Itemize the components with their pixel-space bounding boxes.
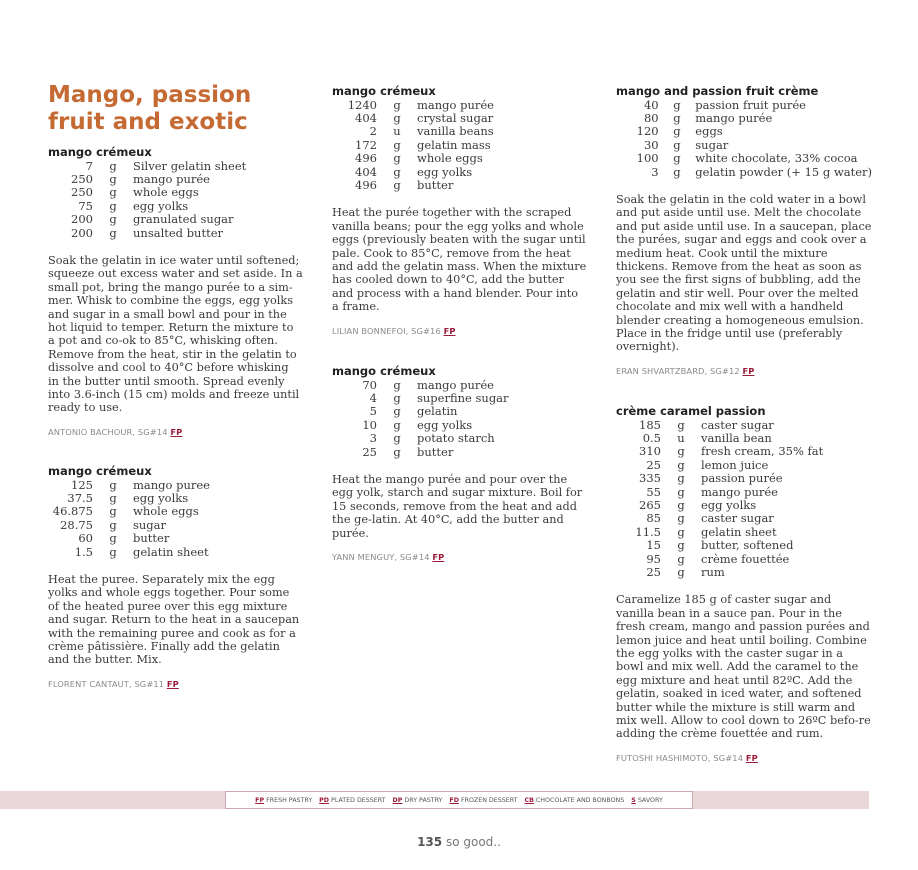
ingredient-name: gelatin mass — [417, 137, 491, 152]
ingredient-name: mango puree — [133, 477, 210, 492]
ingredient-quantity: 250 — [71, 185, 93, 200]
ingredient-unit: g — [393, 164, 401, 179]
ingredient-unit: g — [677, 511, 685, 526]
category-legend — [225, 791, 693, 809]
ingredient-unit: u — [393, 124, 401, 139]
ingredient-table — [616, 419, 823, 580]
ingredient-name: caster sugar — [701, 417, 774, 432]
ingredient-name: egg yolks — [133, 198, 189, 213]
ingredient-name: sugar — [695, 137, 729, 152]
ingredient-table — [48, 160, 246, 240]
ingredient-quantity: 335 — [639, 471, 661, 486]
legend-label: DRY PASTRY — [404, 796, 443, 804]
ingredient-name: mango purée — [695, 110, 773, 125]
ingredient-unit: g — [109, 517, 117, 532]
ingredient-row — [48, 186, 246, 199]
ingredient-row — [332, 112, 494, 125]
ingredient-name: lemon juice — [701, 457, 769, 472]
ingredient-table — [616, 99, 872, 179]
ingredient-name: white chocolate, 33% cocoa — [695, 151, 858, 166]
ingredient-row — [616, 553, 823, 566]
ingredient-quantity: 185 — [639, 417, 661, 432]
ingredient-unit: g — [109, 544, 117, 559]
ingredient-row — [48, 546, 210, 559]
ingredient-row — [48, 200, 246, 213]
page-number: 135 — [417, 835, 443, 849]
ingredient-unit: g — [673, 137, 681, 152]
ingredient-quantity: 25 — [362, 444, 377, 459]
ingredient-name: mango purée — [417, 377, 494, 392]
ingredient-unit: g — [393, 137, 401, 152]
recipe-credit — [616, 366, 872, 376]
ingredient-name: Silver gelatin sheet — [133, 158, 247, 173]
ingredient-unit: g — [677, 564, 685, 579]
ingredient-unit: g — [677, 417, 685, 432]
ingredient-row — [48, 519, 210, 532]
ingredient-table — [332, 379, 509, 459]
ingredient-row — [616, 112, 872, 125]
recipe — [48, 146, 303, 437]
ingredient-unit: g — [393, 390, 401, 405]
ingredient-unit: g — [109, 225, 117, 240]
ingredient-unit: g — [393, 377, 401, 392]
recipe — [48, 465, 303, 689]
ingredient-unit: g — [109, 531, 117, 546]
recipe-credit — [332, 552, 587, 562]
ingredient-name: crystal sugar — [417, 110, 494, 125]
ingredient-name: butter — [417, 444, 454, 459]
recipe-credit — [332, 326, 587, 336]
chef-credit: YANN MENGUY, SG#14 — [332, 551, 430, 562]
ingredient-quantity: 60 — [78, 531, 93, 546]
ingredient-row — [616, 445, 823, 458]
ingredient-row — [48, 213, 246, 226]
ingredient-unit: g — [393, 444, 401, 459]
ingredient-table — [332, 99, 494, 193]
recipe-method: Caramelize 185 g of caster sugar and vanilla bean in a sauce pan. Pour in the fresh cream, mango and passion purées and lemon juice and heat until boiling. Combine the egg yolks with the caster sugar in a bowl and mix well. Add the caramel to the egg mixture and heat until 82ºC. Add the gelatin, soaked in iced water, and softened butter while the mixture is still warm and mix well. Allow to cool down to 26ºC befo-re adding the crème fouettée and rum. — [616, 593, 871, 741]
category-tag: FP — [443, 325, 456, 336]
ingredient-name: superfine sugar — [417, 390, 509, 405]
legend-label: FRESH PASTRY — [266, 796, 313, 804]
ingredient-unit: g — [677, 444, 685, 459]
ingredient-quantity: 172 — [355, 137, 377, 152]
ingredient-name: butter, softened — [701, 538, 794, 553]
ingredient-table — [48, 479, 210, 559]
page-title: Mango, passion fruit and exotic — [48, 82, 252, 135]
ingredient-unit: g — [673, 151, 681, 166]
ingredient-row — [616, 526, 823, 539]
ingredient-unit: g — [393, 417, 401, 432]
ingredient-row — [616, 152, 872, 165]
ingredient-quantity: 1.5 — [74, 544, 93, 559]
ingredient-row — [616, 432, 823, 445]
ingredient-quantity: 200 — [71, 212, 93, 227]
ingredient-name: butter — [133, 531, 170, 546]
ingredient-unit: g — [109, 477, 117, 492]
ingredient-name: potato starch — [417, 431, 495, 446]
ingredient-quantity: 30 — [643, 137, 659, 152]
ingredient-quantity: 40 — [643, 97, 659, 112]
ingredient-unit: g — [677, 551, 685, 566]
ingredient-row — [332, 432, 509, 445]
ingredient-row — [616, 125, 872, 138]
ingredient-name: passion purée — [701, 471, 783, 486]
ingredient-unit: g — [677, 524, 685, 539]
legend-item — [393, 797, 443, 804]
ingredient-name: whole eggs — [417, 151, 483, 166]
ingredient-name: gelatin — [417, 404, 458, 419]
ingredient-quantity: 46.875 — [52, 504, 93, 519]
ingredient-row — [332, 139, 494, 152]
ingredient-row — [616, 166, 872, 179]
ingredient-row — [616, 419, 823, 432]
ingredient-quantity: 10 — [362, 417, 377, 432]
recipe — [616, 405, 872, 763]
ingredient-quantity: 25 — [646, 564, 661, 579]
legend-abbr: FD — [449, 796, 459, 804]
recipe-name: mango crémeux — [332, 84, 436, 98]
ingredient-unit: g — [673, 97, 681, 112]
ingredient-unit: g — [673, 164, 681, 179]
ingredient-name: crème fouettée — [701, 551, 790, 566]
category-tag: FP — [742, 365, 755, 376]
ingredient-name: passion fruit purée — [695, 97, 806, 112]
ingredient-name: unsalted butter — [133, 225, 224, 240]
ingredient-name: whole eggs — [133, 504, 199, 519]
ingredient-quantity: 200 — [71, 225, 93, 240]
ingredient-name: whole eggs — [133, 185, 199, 200]
ingredient-unit: g — [393, 404, 401, 419]
ingredient-row — [332, 379, 509, 392]
chef-credit: ANTONIO BACHOUR, SG#14 — [48, 426, 168, 437]
ingredient-row — [332, 179, 494, 192]
ingredient-row — [48, 492, 210, 505]
legend-item — [449, 797, 517, 804]
ingredient-quantity: 11.5 — [635, 524, 661, 539]
ingredient-row — [48, 173, 246, 186]
ingredient-quantity: 100 — [636, 151, 659, 166]
ingredient-row — [332, 166, 494, 179]
ingredient-unit: g — [109, 171, 117, 186]
ingredient-quantity: 1240 — [347, 97, 377, 112]
ingredient-name: butter — [417, 177, 454, 192]
ingredient-row — [332, 152, 494, 165]
ingredient-unit: g — [109, 198, 117, 213]
ingredient-quantity: 250 — [71, 171, 93, 186]
legend-abbr: CB — [524, 796, 534, 804]
recipe-method: Soak the gelatin in the cold water in a bowl and put aside until use. Melt the chocolate and put aside until use. In a saucepan, place the purées, sugar and eggs and cook over a medium heat. Cook until the mixture thickens. Remove from the heat as soon as you see the first signs of bubbling, add the gelatin and stir well. Pour over the melted chocolate and mix well with a handheld blender creating a homogeneous emulsion. Place in the fridge until use (preferably overnight). — [616, 192, 872, 354]
ingredient-name: vanilla beans — [417, 124, 494, 139]
ingredient-unit: g — [673, 124, 681, 139]
ingredient-name: fresh cream, 35% fat — [701, 444, 824, 459]
chef-credit: FUTOSHI HASHIMOTO, SG#14 — [616, 752, 744, 763]
ingredient-row — [48, 160, 246, 173]
page-footer — [0, 835, 918, 849]
ingredient-quantity: 496 — [355, 151, 377, 166]
ingredient-unit: g — [109, 490, 117, 505]
ingredient-row — [332, 99, 494, 112]
category-tag: FP — [166, 678, 179, 689]
ingredient-unit: g — [109, 185, 117, 200]
ingredient-quantity: 125 — [71, 477, 93, 492]
ingredient-name: caster sugar — [701, 511, 774, 526]
ingredient-name: granulated sugar — [133, 212, 234, 227]
ingredient-quantity: 404 — [355, 110, 377, 125]
category-tag: FP — [170, 426, 183, 437]
category-tag: FP — [745, 752, 758, 763]
recipe — [616, 85, 872, 376]
ingredient-quantity: 3 — [651, 164, 659, 179]
ingredient-name: gelatin sheet — [701, 524, 777, 539]
ingredient-quantity: 0.5 — [642, 430, 661, 445]
ingredient-row — [48, 227, 246, 240]
legend-item — [631, 797, 663, 804]
ingredient-row — [332, 125, 494, 138]
legend-abbr: DP — [392, 796, 403, 804]
chef-credit: FLORENT CANTAUT, SG#11 — [48, 678, 165, 689]
ingredient-quantity: 95 — [646, 551, 661, 566]
ingredient-row — [332, 405, 509, 418]
ingredient-quantity: 75 — [78, 198, 93, 213]
ingredient-name: mango purée — [417, 97, 494, 112]
ingredient-unit: g — [677, 497, 685, 512]
ingredient-row — [616, 539, 823, 552]
ingredient-quantity: 25 — [646, 457, 661, 472]
ingredient-row — [48, 479, 210, 492]
ingredient-unit: g — [109, 158, 117, 173]
ingredient-unit: g — [393, 151, 401, 166]
recipe-credit — [616, 753, 872, 763]
recipe-credit — [48, 427, 303, 437]
ingredient-unit: g — [109, 212, 117, 227]
ingredient-row — [332, 392, 509, 405]
legend-label: FROZEN DESSERT — [460, 796, 518, 804]
ingredient-quantity: 5 — [369, 404, 377, 419]
ingredient-quantity: 85 — [646, 511, 661, 526]
ingredient-row — [616, 499, 823, 512]
ingredient-quantity: 4 — [369, 390, 377, 405]
ingredient-name: rum — [701, 564, 725, 579]
ingredient-row — [616, 566, 823, 579]
chef-credit: ERAN SHVARTZBARD, SG#12 — [616, 365, 740, 376]
ingredient-name: egg yolks — [701, 497, 757, 512]
ingredient-unit: g — [677, 538, 685, 553]
ingredient-row — [48, 532, 210, 545]
ingredient-quantity: 120 — [636, 124, 659, 139]
magazine-name: so good.. — [445, 835, 501, 849]
ingredient-quantity: 80 — [643, 110, 659, 125]
ingredient-name: egg yolks — [417, 164, 473, 179]
ingredient-name: vanilla bean — [701, 430, 772, 445]
legend-abbr: S — [631, 796, 636, 804]
recipe-name: mango crémeux — [48, 145, 152, 159]
ingredient-quantity: 70 — [362, 377, 377, 392]
ingredient-name: sugar — [133, 517, 167, 532]
ingredient-row — [48, 505, 210, 518]
ingredient-name: mango purée — [133, 171, 210, 186]
recipe — [332, 365, 587, 562]
ingredient-quantity: 28.75 — [60, 517, 93, 532]
legend-abbr: PD — [319, 796, 330, 804]
ingredient-quantity: 37.5 — [67, 490, 93, 505]
chef-credit: LILIAN BONNEFOI, SG#16 — [332, 325, 441, 336]
ingredient-name: egg yolks — [133, 490, 189, 505]
ingredient-unit: g — [393, 110, 401, 125]
legend-item — [524, 797, 624, 804]
ingredient-unit: g — [673, 110, 681, 125]
recipe-method: Heat the purée together with the scraped vanilla beans; pour the egg yolks and whole eggs (previously beaten with the sugar until pale. Cook to 85°C, remove from the heat and add the gelatin mass. When the mixture has cooled down to 40°C, add the butter and process with a hand blender. Pour into a frame. — [332, 206, 587, 314]
ingredient-row — [616, 459, 823, 472]
ingredient-unit: g — [677, 471, 685, 486]
ingredient-unit: g — [393, 431, 401, 446]
recipe-credit — [48, 679, 303, 689]
ingredient-name: egg yolks — [417, 417, 473, 432]
recipe-name: mango crémeux — [48, 464, 152, 478]
ingredient-row — [616, 486, 823, 499]
ingredient-row — [332, 419, 509, 432]
ingredient-name: gelatin powder (+ 15 g water) — [695, 164, 872, 179]
legend-abbr: FP — [255, 796, 265, 804]
ingredient-row — [616, 472, 823, 485]
ingredient-quantity: 265 — [639, 497, 661, 512]
ingredient-row — [616, 139, 872, 152]
recipe-method: Heat the mango purée and pour over the egg yolk, starch and sugar mixture. Boil for 15 seconds, remove from the heat and add the ge-latin. At 40°C, add the butter and purée. — [332, 472, 583, 540]
recipe — [332, 85, 587, 336]
recipe-name: mango crémeux — [332, 364, 436, 378]
legend-item — [319, 797, 385, 804]
ingredient-quantity: 496 — [355, 177, 377, 192]
legend-label: PLATED DESSERT — [331, 796, 386, 804]
ingredient-unit: g — [677, 484, 685, 499]
ingredient-row — [332, 446, 509, 459]
ingredient-row — [616, 512, 823, 525]
ingredient-unit: g — [109, 504, 117, 519]
recipe-name: crème caramel passion — [616, 404, 766, 418]
recipe-method: Heat the puree. Separately mix the egg yolks and whole eggs together. Pour some of the heated puree over this egg mixture and sugar. Return to the heat in a saucepan with the remaining puree and cook as for a crème pâtissière. Finally add the gelatin and the butter. Mix. — [48, 572, 300, 667]
ingredient-name: mango purée — [701, 484, 778, 499]
ingredient-quantity: 3 — [369, 431, 377, 446]
legend-item — [255, 797, 312, 804]
ingredient-row — [616, 99, 872, 112]
ingredient-name: gelatin sheet — [133, 544, 209, 559]
ingredient-quantity: 7 — [85, 158, 93, 173]
ingredient-unit: g — [393, 97, 401, 112]
category-tag: FP — [432, 551, 445, 562]
ingredient-quantity: 404 — [355, 164, 377, 179]
legend-label: CHOCOLATE AND BONBONS — [535, 796, 625, 804]
ingredient-quantity: 2 — [369, 124, 377, 139]
ingredient-unit: g — [393, 177, 401, 192]
recipe-method: Soak the gelatin in ice water until softened; squeeze out excess water and set aside. In a small pot, bring the mango purée to a sim-mer. Whisk to combine the eggs, egg yolks and sugar in a small bowl and pour in the hot liquid to temper. Return the mixture to a pot and co-ok to 85°C, whisking often. Remove from the heat, stir in the gelatin to dissolve and cool to 40°C before whisking in the butter until smooth. Spread evenly into 3.6-inch (15 cm) molds and freeze until ready to use. — [48, 253, 303, 415]
ingredient-unit: u — [677, 430, 685, 445]
ingredient-unit: g — [677, 457, 685, 472]
recipe-name: mango and passion fruit crème — [616, 84, 819, 98]
ingredient-name: eggs — [695, 124, 723, 139]
ingredient-quantity: 310 — [639, 444, 661, 459]
legend-label: SAVORY — [637, 796, 663, 804]
ingredient-quantity: 15 — [646, 538, 661, 553]
ingredient-quantity: 55 — [646, 484, 661, 499]
